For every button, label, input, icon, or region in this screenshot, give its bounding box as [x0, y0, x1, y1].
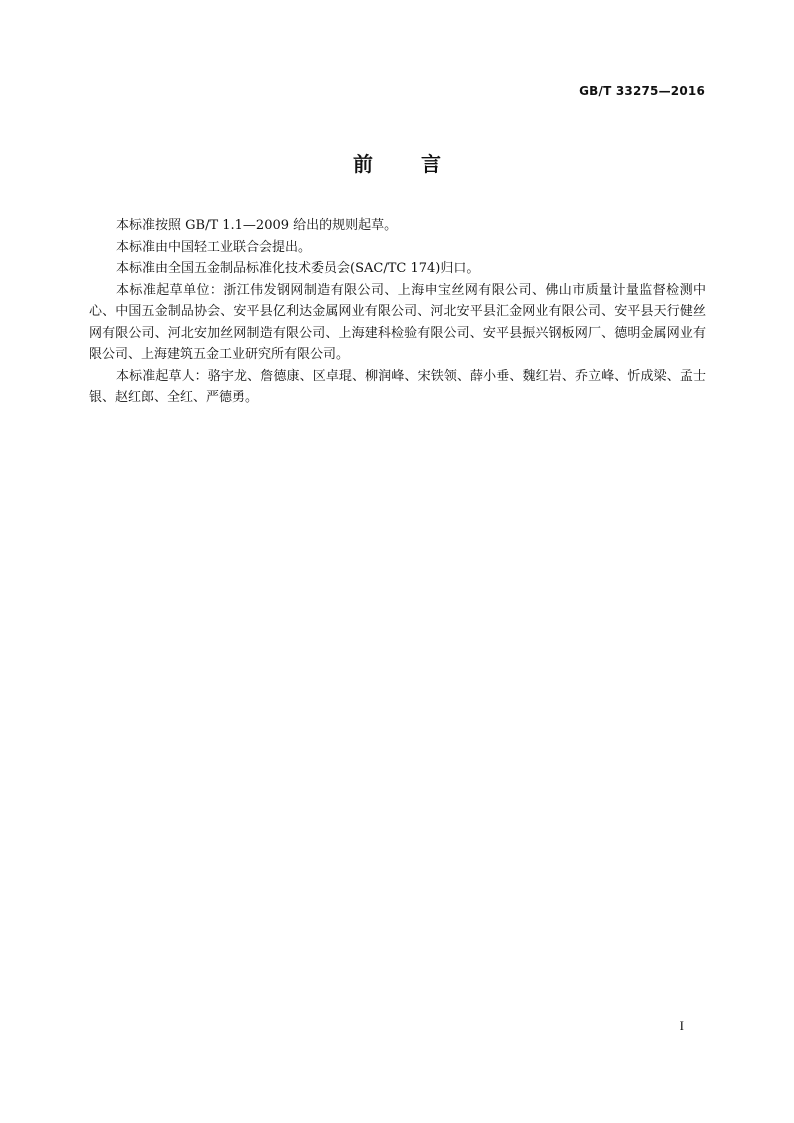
paragraph-drafting-units: 本标准起草单位：浙江伟发钢网制造有限公司、上海申宝丝网有限公司、佛山市质量计量监督检测中心、中国五金制品协会、安平县亿利达金属网业有限公司、河北安平县汇金网业有限公司、安平县天行健丝网有限公司、河北安加丝网制造有限公司、上海建科检验有限公司、安平县振兴钢板网厂、德明金属网业有限公司、上海建筑五金工业研究所有限公司。: [89, 282, 706, 362]
standard-number: GB/T 33275—2016: [579, 84, 705, 98]
page-title: 前言: [353, 152, 489, 176]
document-body: [89, 215, 706, 409]
paragraph-proposer: 本标准由中国轻工业联合会提出。: [116, 239, 312, 255]
page-number: I: [679, 1018, 684, 1033]
paragraph-drafting-rules: 本标准按照 GB/T 1.1—2009 给出的规则起草。: [116, 218, 398, 233]
paragraph-drafters: 本标准起草人：骆宇龙、詹德康、区卓琨、柳润峰、宋铁领、薛小垂、魏红岩、乔立峰、忻成梁、孟士银、赵红郎、全红、严德勇。: [89, 368, 706, 405]
paragraph-committee: 本标准由全国五金制品标准化技术委员会(SAC/TC 174)归口。: [116, 261, 480, 276]
